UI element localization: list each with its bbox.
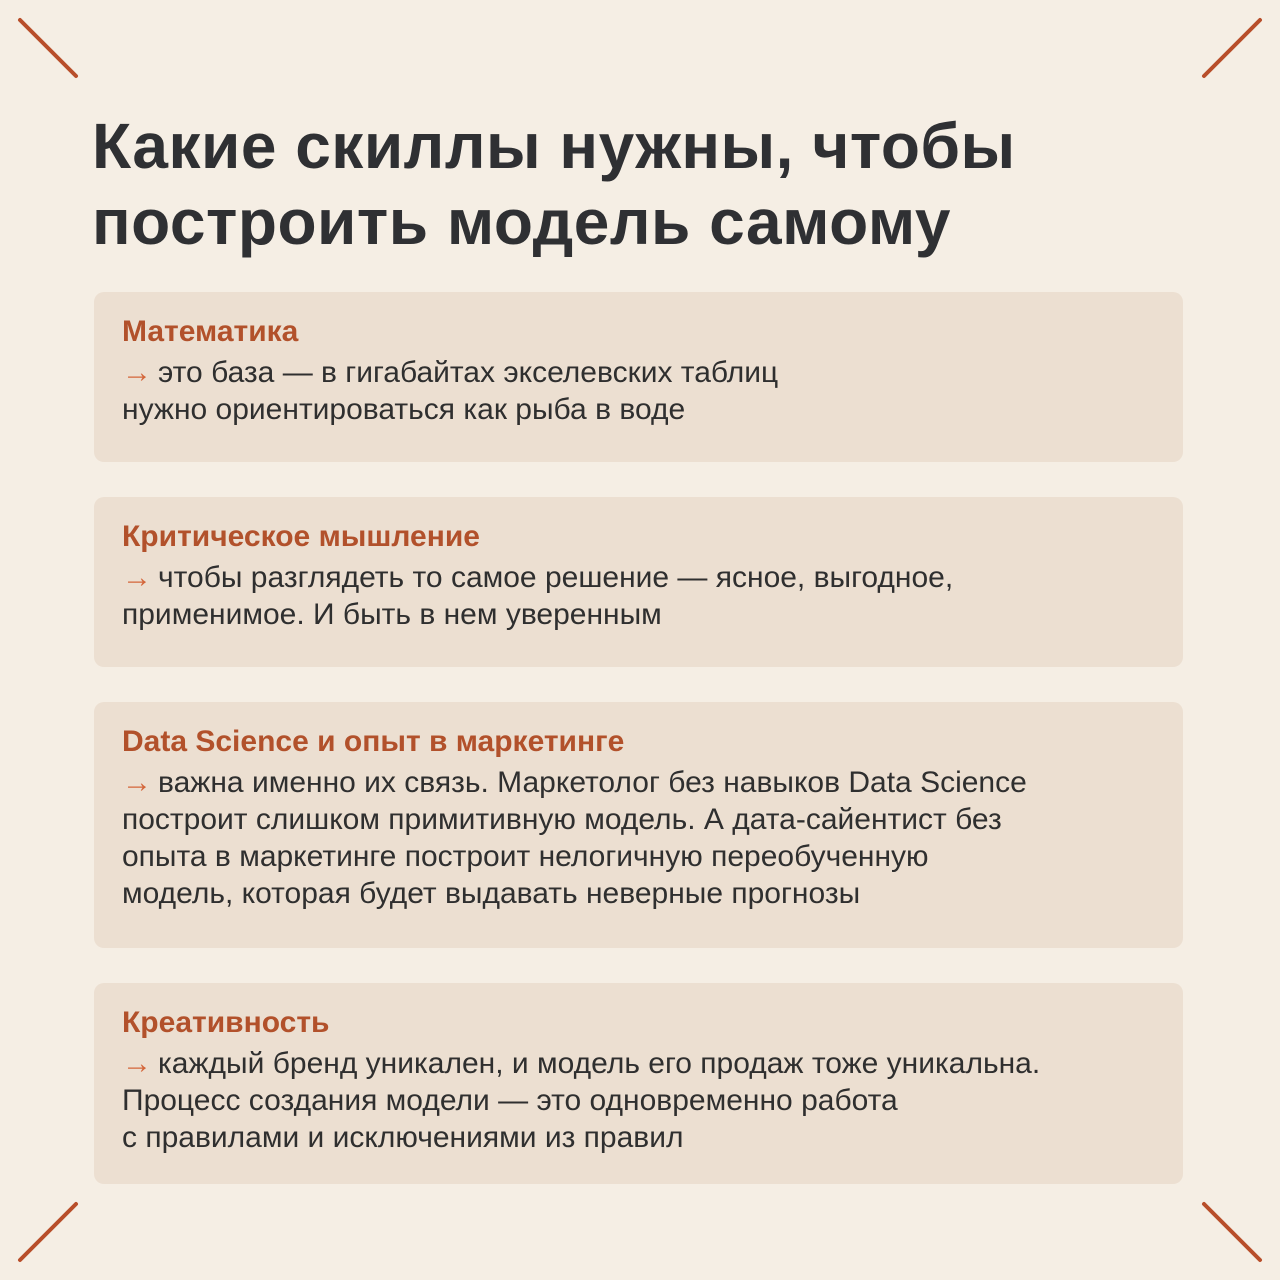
- skill-card-line: опыта в маркетинге построит нелогичную переобученную: [122, 840, 929, 873]
- skill-card-line: построит слишком примитивную модель. А дата-сайентист без: [122, 803, 1002, 836]
- skill-card-critical-thinking: [94, 497, 1183, 667]
- skill-card-heading: Критическое мышление: [122, 520, 480, 553]
- arrow-right-icon: →: [122, 561, 152, 594]
- skill-card-line: [122, 764, 1155, 801]
- skill-card-heading: Креативность: [122, 1006, 330, 1039]
- skill-card-body: [122, 764, 1155, 912]
- page-title-line-1: Какие скиллы нужны, чтобы: [92, 110, 1016, 182]
- skill-card-heading: Data Science и опыт в маркетинге: [122, 725, 625, 758]
- corner-mark-bottom-right: [1200, 1200, 1280, 1280]
- skill-card-line-text: чтобы разглядеть то самое решение — ясное, выгодное,: [158, 561, 954, 594]
- corner-mark-top-left: [0, 0, 80, 80]
- skill-card-line: [122, 1045, 1155, 1082]
- corner-mark-bottom-left: [0, 1200, 80, 1280]
- corner-mark-top-right: [1200, 0, 1280, 80]
- skill-card-creativity: [94, 983, 1183, 1184]
- page-title-line-2: построить модель самому: [92, 186, 951, 258]
- skill-card-line-text: важна именно их связь. Маркетолог без навыков Data Science: [158, 766, 1027, 799]
- skill-card-line: Процесс создания модели — это одновременно работа: [122, 1084, 898, 1117]
- skill-card-math: [94, 292, 1183, 462]
- skill-card-line: [122, 559, 1155, 596]
- skill-card-body: [122, 1045, 1155, 1156]
- skill-card-body: [122, 354, 1155, 428]
- arrow-right-icon: →: [122, 356, 152, 389]
- skill-card-heading: Математика: [122, 315, 299, 348]
- skill-card-body: [122, 559, 1155, 633]
- skill-card-line: применимое. И быть в нем уверенным: [122, 598, 662, 631]
- skill-card-line: модель, которая будет выдавать неверные прогнозы: [122, 877, 861, 910]
- skill-card-line: с правилами и исключениями из правил: [122, 1121, 684, 1154]
- arrow-right-icon: →: [122, 1047, 152, 1080]
- arrow-right-icon: →: [122, 766, 152, 799]
- skill-card-data-science-marketing: [94, 702, 1183, 948]
- page-title: [92, 108, 1192, 260]
- skill-card-line-text: это база — в гигабайтах экселевских таблиц: [158, 356, 779, 389]
- skill-card-line-text: каждый бренд уникален, и модель его продаж тоже уникальна.: [158, 1047, 1041, 1080]
- skill-card-line: [122, 354, 1155, 391]
- skill-card-line: нужно ориентироваться как рыба в воде: [122, 393, 686, 426]
